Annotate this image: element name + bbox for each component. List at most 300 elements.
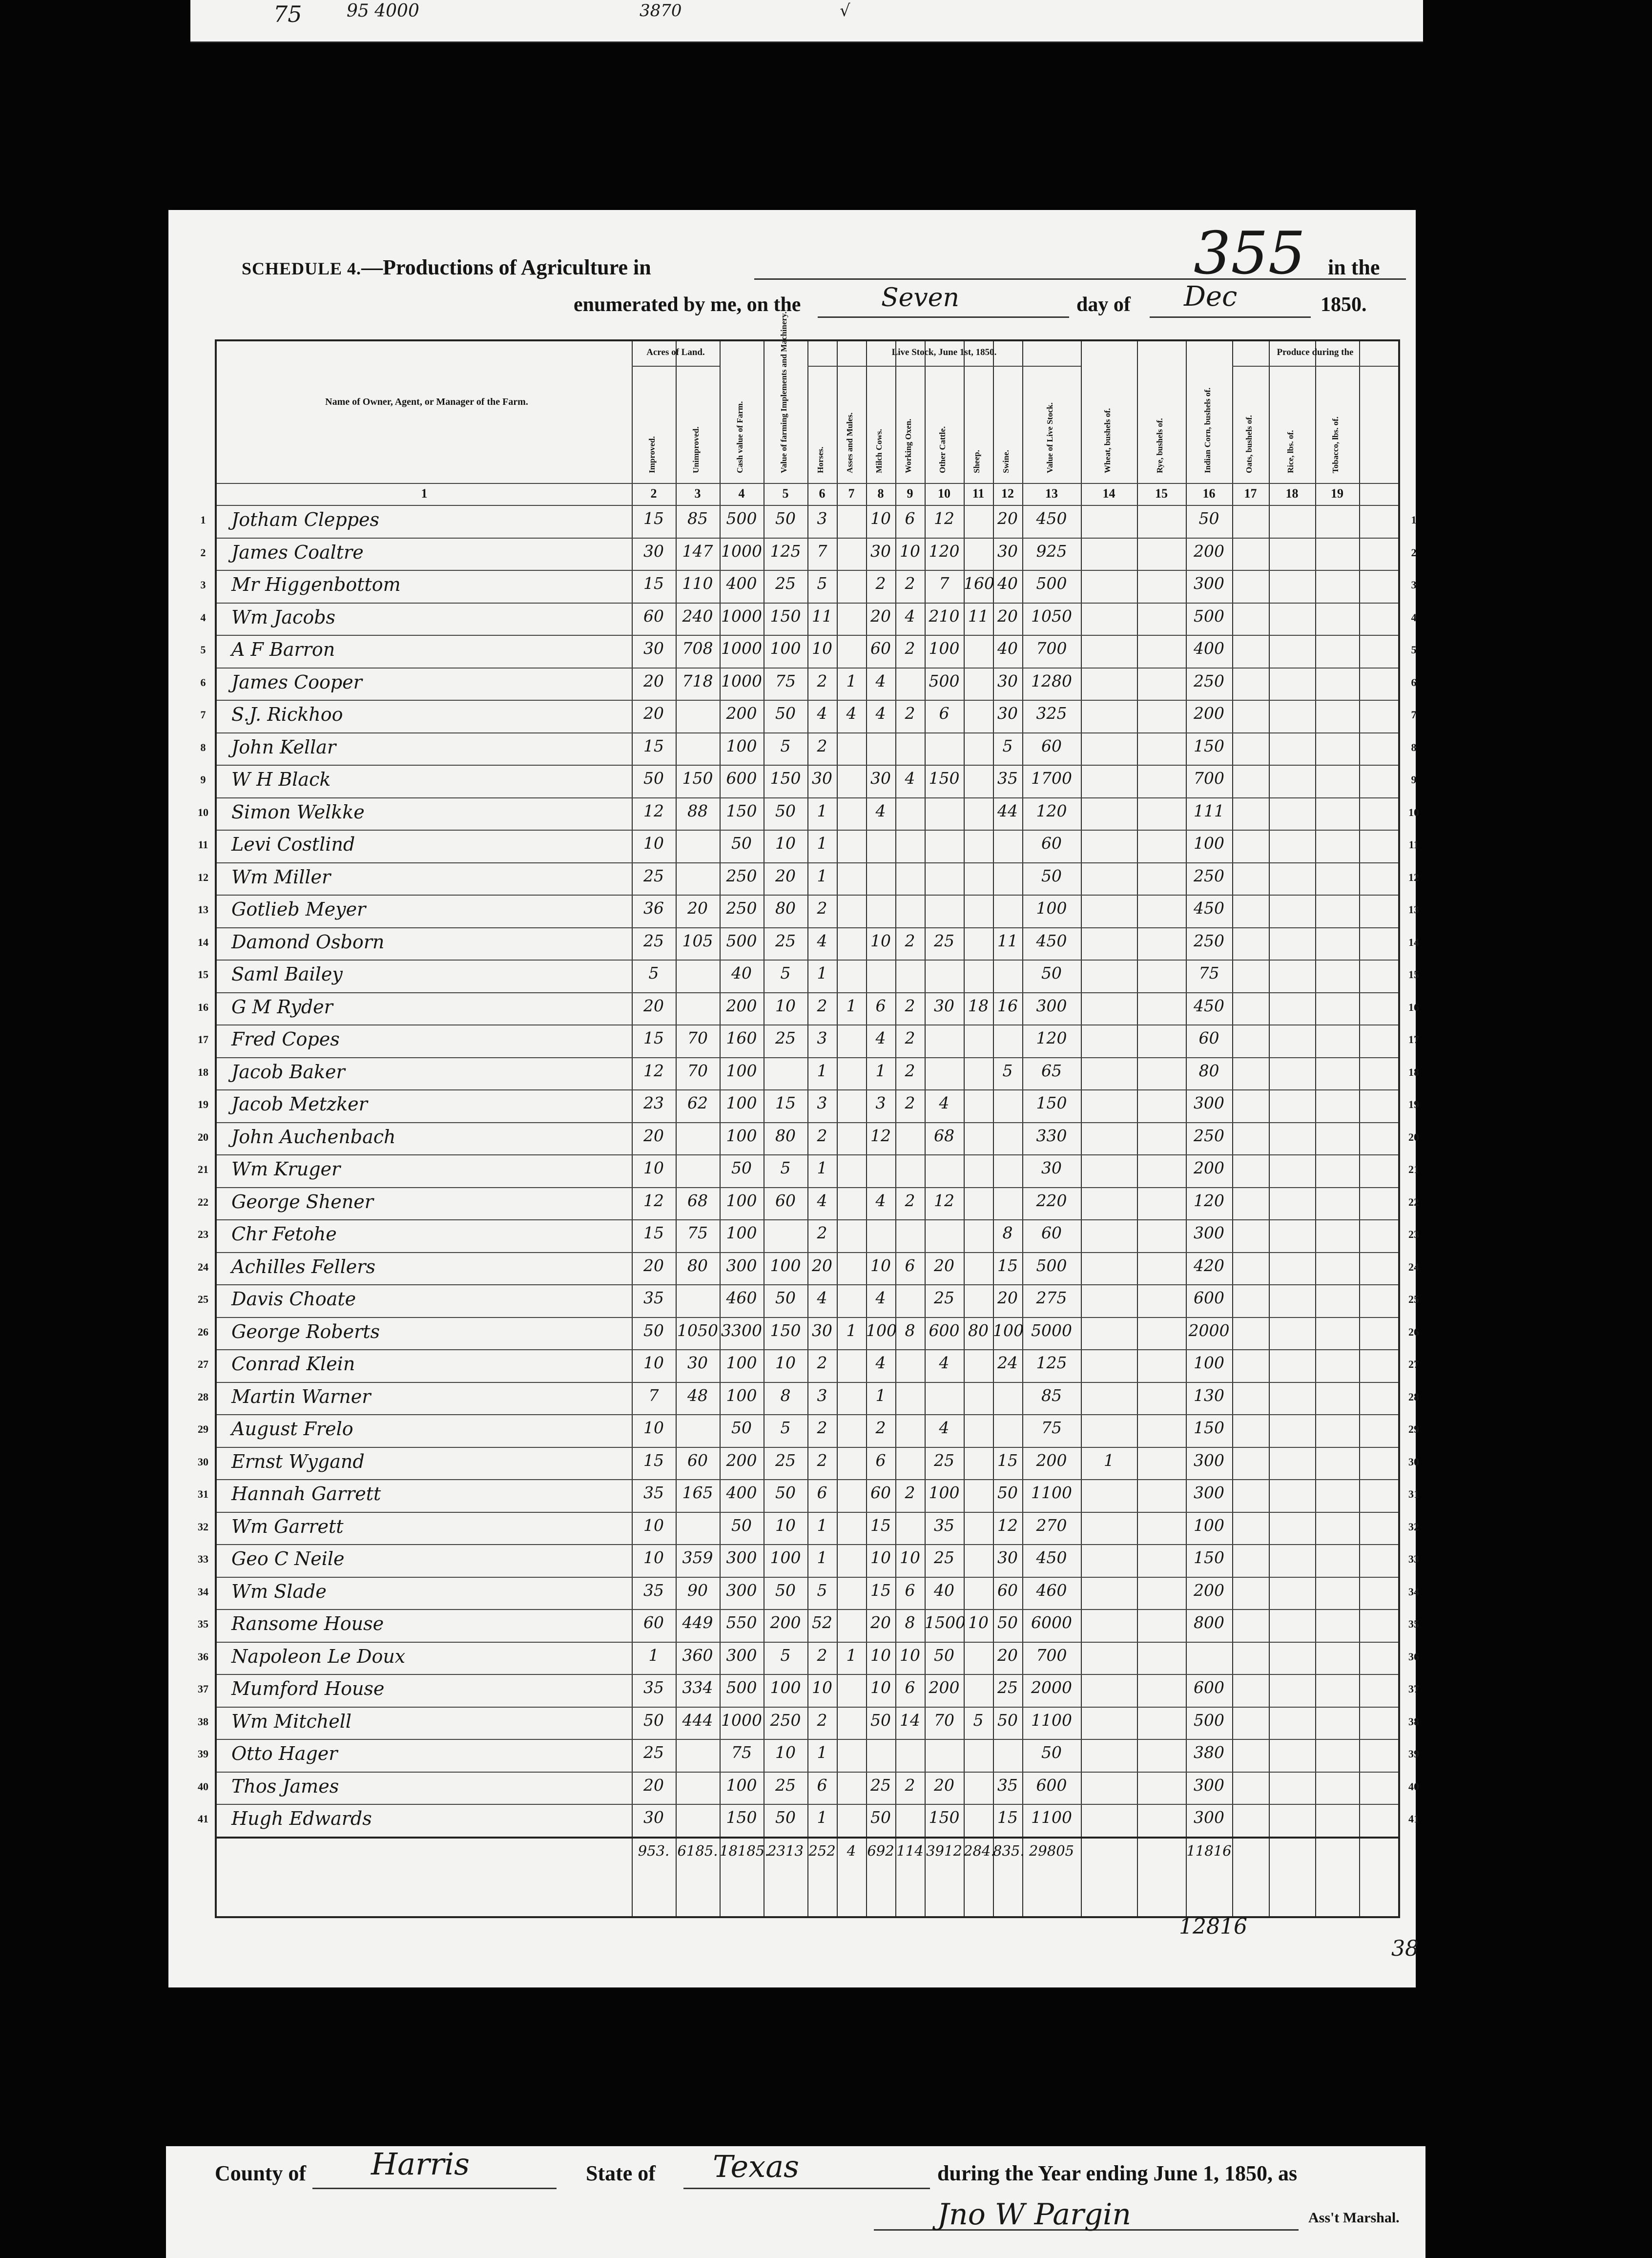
table-cell: 600 [726, 769, 757, 788]
table-cell: 50 [643, 1710, 664, 1730]
table-cell: 50 [997, 1613, 1018, 1632]
table-cell: 15 [870, 1580, 891, 1600]
row-divider [217, 862, 1398, 863]
owner-name: Levi Costlind [231, 834, 355, 855]
table-cell: 10 [900, 541, 920, 561]
table-cell: 20 [643, 1775, 664, 1795]
table-cell: 20 [870, 606, 891, 626]
table-cell: 1 [817, 1808, 827, 1827]
table-cell: 10 [643, 1158, 664, 1177]
row-divider [217, 1739, 1398, 1740]
table-cell: 200 [1194, 541, 1224, 561]
table-cell: 220 [1036, 1191, 1067, 1210]
column-total: 6185. [677, 1842, 718, 1859]
table-cell: 30 [812, 1320, 832, 1340]
row-number: 34 [198, 1585, 208, 1598]
column-number: 11 [972, 486, 985, 501]
table-cell: 35 [643, 1678, 664, 1697]
table-cell: 300 [726, 1548, 757, 1567]
table-cell: 23 [643, 1093, 664, 1112]
table-cell: 14 [900, 1710, 920, 1730]
column-header-5: Value of farming Implements and Machinery. [779, 312, 788, 473]
table-cell: 70 [687, 1028, 708, 1047]
month-handwritten: Dec [1184, 281, 1238, 313]
table-cell: 80 [775, 899, 796, 918]
column-total: 18185. [720, 1842, 769, 1859]
table-cell: 10 [775, 1515, 796, 1535]
table-cell: 380 [1194, 1743, 1224, 1762]
table-cell: 50 [870, 1710, 891, 1730]
row-divider [217, 1349, 1398, 1350]
table-cell: 2 [905, 1028, 915, 1047]
owner-column-header: Name of Owner, Agent, or Manager of the Farm. [325, 397, 528, 407]
table-cell: 210 [929, 606, 960, 626]
row-divider [217, 1089, 1398, 1090]
row-number: 35 [1408, 1618, 1419, 1630]
owner-name: George Shener [231, 1191, 373, 1213]
column-header-10: Other Cattle. [938, 426, 947, 473]
row-number: 9 [1411, 774, 1417, 786]
table-cell: 925 [1036, 541, 1067, 561]
table-cell: 7 [648, 1385, 659, 1405]
table-cell: 250 [1194, 671, 1224, 690]
row-number: 33 [198, 1553, 208, 1565]
row-divider [217, 1187, 1398, 1188]
table-cell: 330 [1036, 1126, 1067, 1145]
table-cell: 1000 [721, 606, 762, 626]
column-divider [1232, 341, 1233, 1916]
column-number: 15 [1155, 486, 1168, 501]
county-label: County of [215, 2161, 307, 2185]
table-cell: 40 [997, 574, 1018, 593]
column-header-3: Unimproved. [691, 426, 701, 473]
column-number: 4 [738, 486, 745, 501]
table-cell: 4 [875, 801, 886, 820]
table-cell: 460 [1036, 1580, 1067, 1600]
table-cell: 36 [643, 899, 664, 918]
table-cell: 325 [1036, 704, 1067, 723]
strip-scrawl: 3870 [640, 1, 682, 21]
row-number: 37 [198, 1683, 208, 1695]
table-cell: 200 [1194, 1158, 1224, 1177]
row-number: 7 [1411, 709, 1417, 721]
row-number: 3 [200, 579, 206, 591]
state-blank [683, 2188, 930, 2189]
column-divider [1359, 341, 1360, 1916]
table-cell: 200 [1194, 1580, 1224, 1600]
row-number: 24 [1408, 1260, 1419, 1273]
table-cell: 300 [726, 1255, 757, 1275]
row-divider [217, 1577, 1398, 1578]
table-cell: 250 [1194, 1126, 1224, 1145]
table-cell: 10 [812, 1678, 832, 1697]
table-cell: 4 [875, 1191, 886, 1210]
table-cell: 1 [817, 963, 827, 983]
row-number: 2 [1411, 546, 1417, 559]
table-cell: 150 [1194, 1548, 1224, 1567]
table-cell: 200 [770, 1613, 801, 1632]
table-cell: 85 [687, 509, 708, 528]
column-number: 18 [1285, 486, 1299, 501]
table-cell: 2 [875, 1418, 886, 1437]
row-number: 32 [1408, 1520, 1419, 1533]
table-cell: 80 [1198, 1061, 1219, 1080]
row-number: 38 [198, 1715, 208, 1728]
table-cell: 15 [643, 1223, 664, 1242]
table-cell: 1 [817, 834, 827, 853]
table-cell: 12 [997, 1515, 1018, 1535]
table-cell: 100 [770, 1255, 801, 1275]
page-number-handwritten: 355 [1194, 220, 1306, 288]
column-number: 9 [907, 486, 913, 501]
table-cell: 1 [817, 801, 827, 820]
row-number: 15 [198, 968, 208, 981]
table-cell: 6 [817, 1775, 827, 1795]
table-cell: 4 [875, 1288, 886, 1307]
table-cell: 450 [1194, 899, 1224, 918]
table-cell: 20 [643, 1126, 664, 1145]
table-cell: 250 [1194, 931, 1224, 950]
owner-name: James Cooper [231, 671, 362, 693]
column-divider [1137, 341, 1138, 1916]
table-cell: 6000 [1031, 1613, 1072, 1632]
table-cell: 2 [817, 1126, 827, 1145]
table-cell: 10 [870, 1678, 891, 1697]
table-cell: 5 [780, 1645, 791, 1665]
table-cell: 40 [731, 963, 752, 983]
table-cell: 25 [775, 574, 796, 593]
table-cell: 25 [775, 1775, 796, 1795]
table-cell: 6 [875, 1450, 886, 1470]
owner-name: G M Ryder [231, 996, 333, 1018]
table-cell: 68 [687, 1191, 708, 1210]
column-number: 7 [848, 486, 855, 501]
table-cell: 35 [934, 1515, 954, 1535]
table-cell: 15 [997, 1255, 1018, 1275]
table-cell: 150 [1194, 736, 1224, 755]
table-cell: 1000 [721, 1710, 762, 1730]
row-number: 31 [198, 1488, 208, 1500]
table-cell: 3 [817, 1385, 827, 1405]
table-cell: 3 [817, 1028, 827, 1047]
table-cell: 100 [726, 1093, 757, 1112]
table-cell: 10 [900, 1548, 920, 1567]
margin-page-number: 38 [1391, 1936, 1419, 1961]
row-divider [217, 732, 1398, 733]
table-cell: 150 [726, 801, 757, 820]
table-cell: 30 [997, 671, 1018, 690]
strip-scrawl: 95 4000 [347, 1, 419, 21]
column-header-16: Indian Corn, bushels of. [1202, 387, 1212, 473]
owner-name: Jacob Metzker [231, 1093, 368, 1115]
table-cell: 4 [875, 1353, 886, 1372]
row-divider [217, 1804, 1398, 1805]
table-cell: 4 [875, 671, 886, 690]
table-cell: 120 [1036, 1028, 1067, 1047]
column-divider [1315, 341, 1316, 1916]
column-number: 1 [421, 486, 428, 501]
owner-name: Jacob Baker [231, 1061, 345, 1083]
table-cell: 2 [905, 1483, 915, 1502]
table-cell: 8 [905, 1320, 915, 1340]
table-cell: 150 [770, 769, 801, 788]
column-number: 8 [877, 486, 884, 501]
table-cell: 500 [1036, 574, 1067, 593]
table-cell: 8 [780, 1385, 791, 1405]
column-total: 692 [867, 1842, 894, 1859]
table-cell: 3 [875, 1093, 886, 1112]
owner-name: Mr Higgenbottom [231, 574, 401, 595]
table-cell: 500 [726, 509, 757, 528]
row-number: 40 [1408, 1780, 1419, 1793]
table-cell: 25 [934, 1548, 954, 1567]
row-number: 10 [198, 806, 208, 818]
table-cell: 1000 [721, 541, 762, 561]
table-cell: 147 [682, 541, 713, 561]
row-divider [217, 1284, 1398, 1285]
table-cell: 600 [929, 1320, 960, 1340]
table-cell: 60 [1041, 1223, 1062, 1242]
row-number: 23 [198, 1228, 208, 1240]
table-cell: 2 [905, 704, 915, 723]
column-header-17: Oats, bushels of. [1244, 415, 1254, 473]
table-cell: 200 [726, 1450, 757, 1470]
table-cell: 1 [648, 1645, 659, 1665]
table-cell: 1050 [1031, 606, 1072, 626]
table-cell: 300 [1194, 1483, 1224, 1502]
table-cell: 100 [770, 1678, 801, 1697]
table-cell: 75 [687, 1223, 708, 1242]
table-cell: 60 [870, 1483, 891, 1502]
table-cell: 1100 [1031, 1483, 1072, 1502]
table-cell: 270 [1036, 1515, 1067, 1535]
table-cell: 60 [1041, 834, 1062, 853]
row-number: 34 [1408, 1585, 1419, 1598]
table-cell: 4 [939, 1418, 950, 1437]
table-cell: 600 [1194, 1678, 1224, 1697]
column-number: 6 [819, 486, 826, 501]
marshal-label: Ass't Marshal. [1308, 2210, 1400, 2226]
row-divider [217, 603, 1398, 604]
table-cell: 35 [643, 1288, 664, 1307]
owner-name: Wm Garrett [231, 1515, 344, 1537]
table-cell: 500 [1194, 606, 1224, 626]
schedule-title [242, 255, 651, 280]
row-divider [217, 927, 1398, 928]
table-cell: 500 [726, 931, 757, 950]
row-number: 19 [1408, 1098, 1419, 1110]
row-number: 12 [1408, 871, 1419, 883]
table-cell: 60 [1198, 1028, 1219, 1047]
column-divider [1269, 341, 1270, 1916]
row-number: 16 [1408, 1001, 1419, 1013]
table-cell: 2 [905, 639, 915, 658]
row-divider [217, 1154, 1398, 1155]
table-cell: 275 [1036, 1288, 1067, 1307]
row-number: 33 [1408, 1553, 1419, 1565]
table-cell: 200 [726, 704, 757, 723]
row-number: 30 [1408, 1455, 1419, 1468]
table-cell: 1000 [721, 639, 762, 658]
table-cell: 700 [1194, 769, 1224, 788]
table-cell: 6 [905, 509, 915, 528]
row-number: 15 [1408, 968, 1419, 981]
table-cell: 30 [643, 639, 664, 658]
month-blank [1150, 316, 1311, 318]
column-header-4: Cash value of Farm. [735, 401, 744, 473]
owner-name: Thos James [231, 1775, 339, 1797]
county-handwritten: Harris [371, 2146, 470, 2182]
table-cell: 5 [780, 1158, 791, 1177]
column-header-7: Asses and Mules. [845, 412, 854, 473]
table-cell: 25 [775, 1450, 796, 1470]
table-cell: 5 [780, 736, 791, 755]
column-header-8: Milch Cows. [874, 429, 884, 473]
table-cell: 200 [929, 1678, 960, 1697]
row-number: 20 [1408, 1130, 1419, 1143]
strip-scrawl: 75 [273, 1, 302, 27]
table-cell: 50 [775, 1483, 796, 1502]
table-cell: 3 [817, 509, 827, 528]
table-cell: 50 [643, 1320, 664, 1340]
table-cell: 20 [812, 1255, 832, 1275]
table-cell: 10 [643, 1548, 664, 1567]
table-cell: 100 [770, 1548, 801, 1567]
table-cell: 2 [817, 1223, 827, 1242]
table-cell: 700 [1036, 1645, 1067, 1665]
table-cell: 800 [1194, 1613, 1224, 1632]
table-cell: 2 [905, 1061, 915, 1080]
column-number: 10 [938, 486, 950, 501]
table-cell: 6 [905, 1255, 915, 1275]
row-number: 4 [1411, 611, 1417, 624]
table-cell: 6 [905, 1678, 915, 1697]
table-cell: 15 [643, 574, 664, 593]
column-number: 13 [1045, 486, 1058, 501]
table-cell: 130 [1194, 1385, 1224, 1405]
table-cell: 80 [687, 1255, 708, 1275]
table-cell: 15 [643, 736, 664, 755]
table-cell: 1500 [925, 1613, 966, 1632]
table-cell: 10 [643, 1515, 664, 1535]
table-cell: 200 [1194, 704, 1224, 723]
owner-name: John Kellar [231, 736, 336, 758]
row-number: 6 [200, 676, 206, 689]
table-cell: 400 [726, 574, 757, 593]
row-number: 18 [1408, 1066, 1419, 1078]
table-cell: 6 [905, 1580, 915, 1600]
row-number: 8 [1411, 741, 1417, 753]
table-cell: 2 [817, 1418, 827, 1437]
table-cell: 2 [817, 1710, 827, 1730]
row-divider [217, 635, 1398, 636]
agriculture-table [198, 312, 1419, 1918]
table-cell: 50 [997, 1483, 1018, 1502]
table-cell: 50 [775, 1580, 796, 1600]
table-cell: 15 [775, 1093, 796, 1112]
table-cell: 110 [682, 574, 713, 593]
table-cell: 1280 [1031, 671, 1072, 690]
table-cell: 6 [939, 704, 950, 723]
table-cell: 60 [643, 1613, 664, 1632]
row-divider [217, 570, 1398, 571]
table-cell: 75 [1198, 963, 1219, 983]
table-cell: 30 [687, 1353, 708, 1372]
column-total: 29805 [1029, 1842, 1074, 1859]
table-cell: 334 [682, 1678, 713, 1697]
row-divider [217, 1122, 1398, 1123]
column-header-15: Rye, bushels of. [1155, 418, 1164, 473]
table-cell: 100 [726, 1061, 757, 1080]
table-cell: 90 [687, 1580, 708, 1600]
row-number: 23 [1408, 1228, 1419, 1240]
table-cell: 24 [997, 1353, 1018, 1372]
column-number: 5 [782, 486, 789, 501]
table-cell: 5 [780, 1418, 791, 1437]
table-cell: 10 [968, 1613, 989, 1632]
table-cell: 88 [687, 801, 708, 820]
table-cell: 50 [731, 1158, 752, 1177]
grand-total-handwritten: 12816 [1179, 1914, 1247, 1939]
year-ending-label: during the Year ending June 1, 1850, as [937, 2161, 1298, 2185]
table-cell: 150 [682, 769, 713, 788]
row-divider [217, 538, 1398, 539]
table-cell: 15 [643, 1028, 664, 1047]
row-number: 16 [198, 1001, 208, 1013]
table-cell: 10 [775, 1353, 796, 1372]
table-cell: 30 [870, 541, 891, 561]
table-cell: 120 [1036, 801, 1067, 820]
schedule-label: SCHEDULE 4. [242, 259, 362, 278]
table-cell: 12 [870, 1126, 891, 1145]
table-cell: 1 [846, 1320, 857, 1340]
table-cell: 2 [817, 671, 827, 690]
row-divider [217, 1382, 1398, 1383]
table-cell: 20 [643, 1255, 664, 1275]
table-cell: 10 [870, 1548, 891, 1567]
table-cell: 1100 [1031, 1808, 1072, 1827]
table-cell: 100 [726, 1775, 757, 1795]
row-number: 27 [1408, 1358, 1419, 1370]
owner-name: James Coaltre [231, 541, 364, 563]
table-cell: 1 [846, 996, 857, 1015]
owner-name: Ernst Wygand [231, 1450, 365, 1472]
table-cell: 2 [875, 574, 886, 593]
table-cell: 70 [687, 1061, 708, 1080]
row-number: 39 [198, 1748, 208, 1760]
table-cell: 50 [997, 1710, 1018, 1730]
row-number: 22 [1408, 1195, 1419, 1208]
table-cell: 300 [1194, 1223, 1224, 1242]
table-cell: 2 [817, 899, 827, 918]
table-cell: 1 [817, 1548, 827, 1567]
table-cell: 75 [775, 671, 796, 690]
table-cell: 120 [1194, 1191, 1224, 1210]
row-number: 5 [1411, 644, 1417, 656]
row-divider [217, 895, 1398, 896]
table-cell: 60 [775, 1191, 796, 1210]
row-number: 24 [198, 1260, 208, 1273]
column-divider [1081, 341, 1082, 1916]
table-cell: 20 [643, 996, 664, 1015]
table-cell: 300 [1036, 996, 1067, 1015]
table-cell: 7 [817, 541, 827, 561]
table-cell: 30 [1041, 1158, 1062, 1177]
owner-name: Hannah Garrett [231, 1483, 381, 1505]
table-cell: 4 [846, 704, 857, 723]
row-divider [217, 1219, 1398, 1220]
table-cell: 100 [1194, 1353, 1224, 1372]
